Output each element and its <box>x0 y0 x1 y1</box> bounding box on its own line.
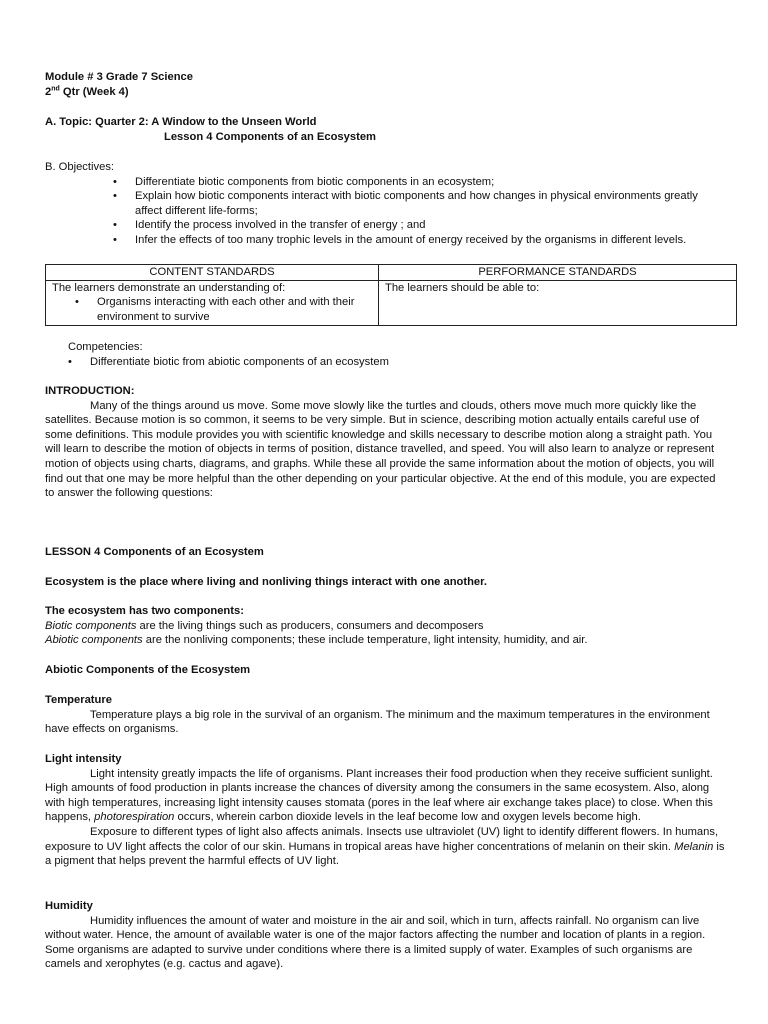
introduction-section <box>45 384 725 501</box>
objective-item: • Identify the process involved in the transfer of energy ; and <box>135 218 725 233</box>
photorespiration-term: photorespiration <box>94 811 175 824</box>
quarter-number: 2 <box>45 85 52 98</box>
competencies-section <box>68 340 748 369</box>
module-title: Module # 3 Grade 7 Science <box>45 71 193 83</box>
quarter-rest: Qtr (Week 4) <box>59 85 129 98</box>
performance-standards-cell <box>379 280 737 325</box>
objectives-label: B. Objectives: <box>45 161 115 173</box>
performance-standards-header: PERFORMANCE STANDARDS <box>379 265 737 281</box>
standards-table <box>45 264 737 326</box>
introduction-label: INTRODUCTION: <box>45 385 135 397</box>
ecosystem-definition: Ecosystem is the place where living and nonliving things interact with one another. <box>45 576 487 588</box>
content-item: • Organisms interacting with each other and with their environment to survive <box>97 295 372 324</box>
content-intro: The learners demonstrate an understanding of: <box>52 281 286 294</box>
temperature-heading: Temperature <box>45 694 112 706</box>
competencies-list <box>68 355 748 370</box>
biotic-desc: are the living things such as producers, consumers and decomposers <box>136 619 484 632</box>
competencies-label: Competencies: <box>68 341 143 353</box>
competency-item: • Differentiate biotic from abiotic components of an ecosystem <box>90 355 748 370</box>
objectives-list <box>45 175 725 248</box>
lesson-title: LESSON 4 Components of an Ecosystem <box>45 546 264 558</box>
standards-table-wrap <box>45 264 737 326</box>
humidity-text: Humidity influences the amount of water and moisture in the air and soil, which in turn, affects rainfall. No organism can live without water. Hence, the amount of available water is one of the major factors affecting the number and location of plants in a region. Some organisms are adapted to survive under conditions where there is a limited supply of water. Examples of such organisms are camels and xerophytes (e.g. cactus and agave). <box>45 914 706 971</box>
objectives-section <box>45 160 725 248</box>
components-section <box>45 604 725 648</box>
biotic-line <box>45 619 725 634</box>
content-standards-cell <box>46 280 379 325</box>
module-header <box>45 70 725 99</box>
light-heading: Light intensity <box>45 753 122 765</box>
objective-item: • Explain how biotic components interact with biotic components and how changes in physical environments greatly affect different life-forms; <box>135 189 725 218</box>
topic-lesson: Lesson 4 Components of an Ecosystem <box>164 130 376 143</box>
introduction-text: Many of the things around us move. Some move slowly like the turtles and clouds, others move much more quickly like the satellites. Because motion is so common, it seems to be very simple. But in science, describing motion actually entails careful use of some definitions. This module provides you with scientific knowledge and skills necessary to describe motion along a straight path. You will learn to describe the motion of objects in terms of position, distance travelled, and speed. You will also learn to analyze or represent motion of objects using charts, diagrams, and graphs. While these all provide the same information about the motion of objects, you will find out that one may be more helpful than the other depending on your particular objective. At the end of this module, you are expected to answer the following questions: <box>45 399 716 500</box>
light-section <box>45 752 725 869</box>
light-paragraph-1 <box>45 767 725 825</box>
temperature-text: Temperature plays a big role in the survival of an organism. The minimum and the maximum temperatures in the environment have effects on organisms. <box>45 708 710 736</box>
content-list <box>52 295 372 324</box>
abiotic-term: Abiotic components <box>45 634 143 647</box>
humidity-section <box>45 899 725 972</box>
content-standards-header: CONTENT STANDARDS <box>46 265 379 281</box>
topic-label: A. Topic: Quarter 2: A Window to the Unseen World <box>45 116 317 128</box>
topic-section <box>45 115 725 144</box>
light-p2-text: Exposure to different types of light also affects animals. Insects use ultraviolet (UV) light to identify different flowers. In humans, exposure to UV light affects the color of our skin. Humans in tropical areas have higher concentrations of melanin on their skin. <box>45 825 719 853</box>
quarter-ordinal: nd <box>51 84 60 92</box>
melanin-term: Melanin <box>674 840 714 853</box>
components-label: The ecosystem has two components: <box>45 605 244 617</box>
light-paragraph-2 <box>45 825 725 869</box>
light-p1-text: Light intensity greatly impacts the life of organisms. Plant increases their food production when they receive sufficient sunlight. High amounts of food production in plants increase the chances of diversity among the consumers in the same ecosystem. Also, along with high temperatures, increasing light intensity causes stomata (pores in the leaf where air exchange takes place) to close. When this happens, <box>45 767 713 824</box>
light-p1-rest: occurs, wherein carbon dioxide levels in the leaf become low and oxygen levels become high. <box>174 811 641 824</box>
objective-item: • Infer the effects of too many trophic levels in the amount of energy received by the organisms in different levels. <box>135 233 725 248</box>
quarter-week <box>45 85 725 100</box>
abiotic-desc: are the nonliving components; these include temperature, light intensity, humidity, and air. <box>142 634 588 647</box>
abiotic-heading: Abiotic Components of the Ecosystem <box>45 664 251 676</box>
temperature-section <box>45 693 725 737</box>
biotic-term: Biotic components <box>45 619 137 632</box>
abiotic-line <box>45 633 725 648</box>
objective-item: • Differentiate biotic components from biotic components in an ecosystem; <box>135 175 725 190</box>
humidity-heading: Humidity <box>45 900 93 912</box>
performance-text: The learners should be able to: <box>385 281 540 294</box>
light-p2-rest: is a pigment that helps prevent the harmful effects of UV light. <box>45 840 725 868</box>
